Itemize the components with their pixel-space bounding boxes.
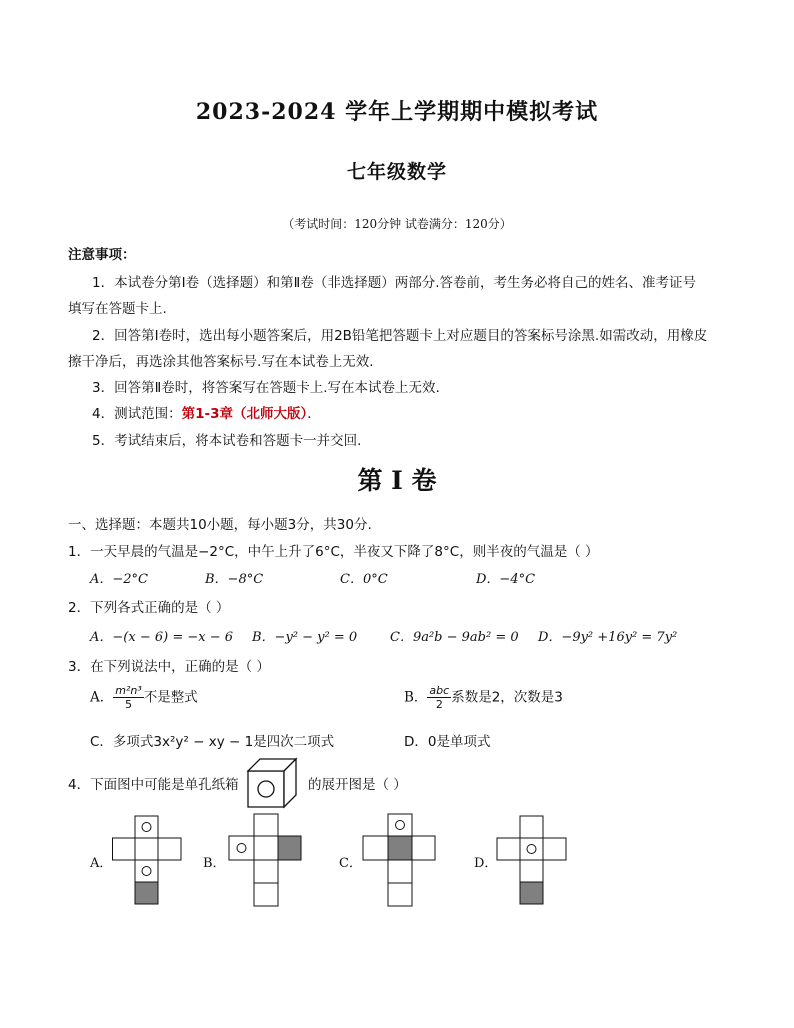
notice-heading: 注意事项： (68, 247, 136, 263)
q1-option-b[interactable]: B．−8°C (205, 572, 264, 587)
q4-option-d-net[interactable] (496, 814, 568, 906)
question-3-stem: 3．在下列说法中，正确的是（ ） (68, 659, 270, 675)
q1-option-d[interactable]: D．−4°C (476, 572, 536, 587)
question-2-stem: 2．下列各式正确的是（ ） (68, 600, 230, 616)
q3-option-b-numerator: abc (429, 684, 450, 697)
q3-option-a-fraction (113, 684, 144, 711)
notice-item-4 (92, 402, 321, 422)
q3-option-b-label: B． (404, 689, 428, 706)
q2-option-c[interactable]: C．9a²b − 9ab² = 0 (390, 630, 519, 645)
q4-option-a-label[interactable]: A． (90, 856, 113, 871)
cube-box-icon (246, 757, 300, 809)
q4-option-c-label[interactable]: C． (339, 856, 362, 871)
section-title: 第 I 卷 (357, 466, 437, 495)
notice-item-4-label: 4．测试范围： (92, 406, 182, 422)
notice-item-2-cont: 擦干净后，再选涂其他答案标号.写在本试卷上无效. (68, 354, 374, 370)
notice-item-5: 5．考试结束后，将本试卷和答题卡一并交回. (92, 433, 362, 449)
q4-option-d-label[interactable]: D． (474, 856, 498, 871)
q3-option-a-label: A． (90, 689, 114, 706)
q2-option-d[interactable]: D．−9y² +16y² = 7y² (538, 630, 678, 645)
q3-option-a-text: 不是整式 (143, 689, 198, 706)
notice-item-1-cont: 填写在答题卡上. (68, 301, 167, 317)
q3-option-b-fraction (427, 684, 451, 711)
q4-option-c-net[interactable] (362, 812, 436, 908)
q3-option-a[interactable] (90, 684, 198, 711)
q4-option-b-label[interactable]: B． (203, 856, 226, 871)
notice-item-3: 3．回答第Ⅱ卷时，将答案写在答题卡上.写在本试卷上无效. (92, 380, 440, 396)
q3-option-b[interactable] (404, 684, 563, 711)
section-instructions: 一、选择题：本题共10小题，每小题3分，共30分. (68, 517, 372, 533)
q2-option-b[interactable]: B．−y² − y² = 0 (252, 630, 358, 645)
test-scope: 第1-3章（北师大版） (181, 406, 308, 422)
exam-title: 2023-2024 学年上学期期中模拟考试 (195, 99, 599, 125)
q2-option-a[interactable]: A．−(x − 6) = −x − 6 (90, 630, 233, 645)
question-4-stem-start: 4．下面图中可能是单孔纸箱 (68, 777, 239, 793)
q4-option-a-net[interactable] (112, 814, 182, 906)
q1-option-c[interactable]: C．0°C (340, 572, 388, 587)
notice-item-4-end: ． (307, 406, 321, 422)
q3-option-a-denominator: 5 (125, 698, 132, 711)
q3-option-b-denominator: 2 (435, 698, 443, 711)
q4-option-b-net[interactable] (228, 812, 302, 908)
notice-item-1: 1．本试卷分第Ⅰ卷（选择题）和第Ⅱ卷（非选择题）两部分.答卷前，考生务必将自己的姓名、准考证号 (92, 275, 697, 291)
q3-option-a-numerator: m²n³ (115, 684, 142, 697)
q1-option-a[interactable]: A．−2°C (90, 572, 148, 587)
q3-option-b-text: 系数是2，次数是3 (451, 689, 563, 706)
exam-subtitle: 七年级数学 (346, 161, 447, 183)
notice-item-2: 2．回答第Ⅰ卷时，选出每小题答案后，用2B铅笔把答题卡上对应题目的答案标号涂黑.如需改动，用橡皮 (92, 328, 708, 344)
q3-option-c[interactable]: C．多项式3x²y² − xy − 1是四次二项式 (90, 734, 335, 750)
exam-info: （考试时间：120分钟 试卷满分：120分） (282, 217, 512, 231)
question-4-stem-end: 的展开图是（ ） (308, 777, 407, 793)
q3-option-d[interactable]: D．0是单项式 (404, 734, 491, 750)
question-1-stem: 1．一天早晨的气温是−2°C，中午上升了6°C，半夜又下降了8°C，则半夜的气温是（ ） (68, 544, 599, 560)
